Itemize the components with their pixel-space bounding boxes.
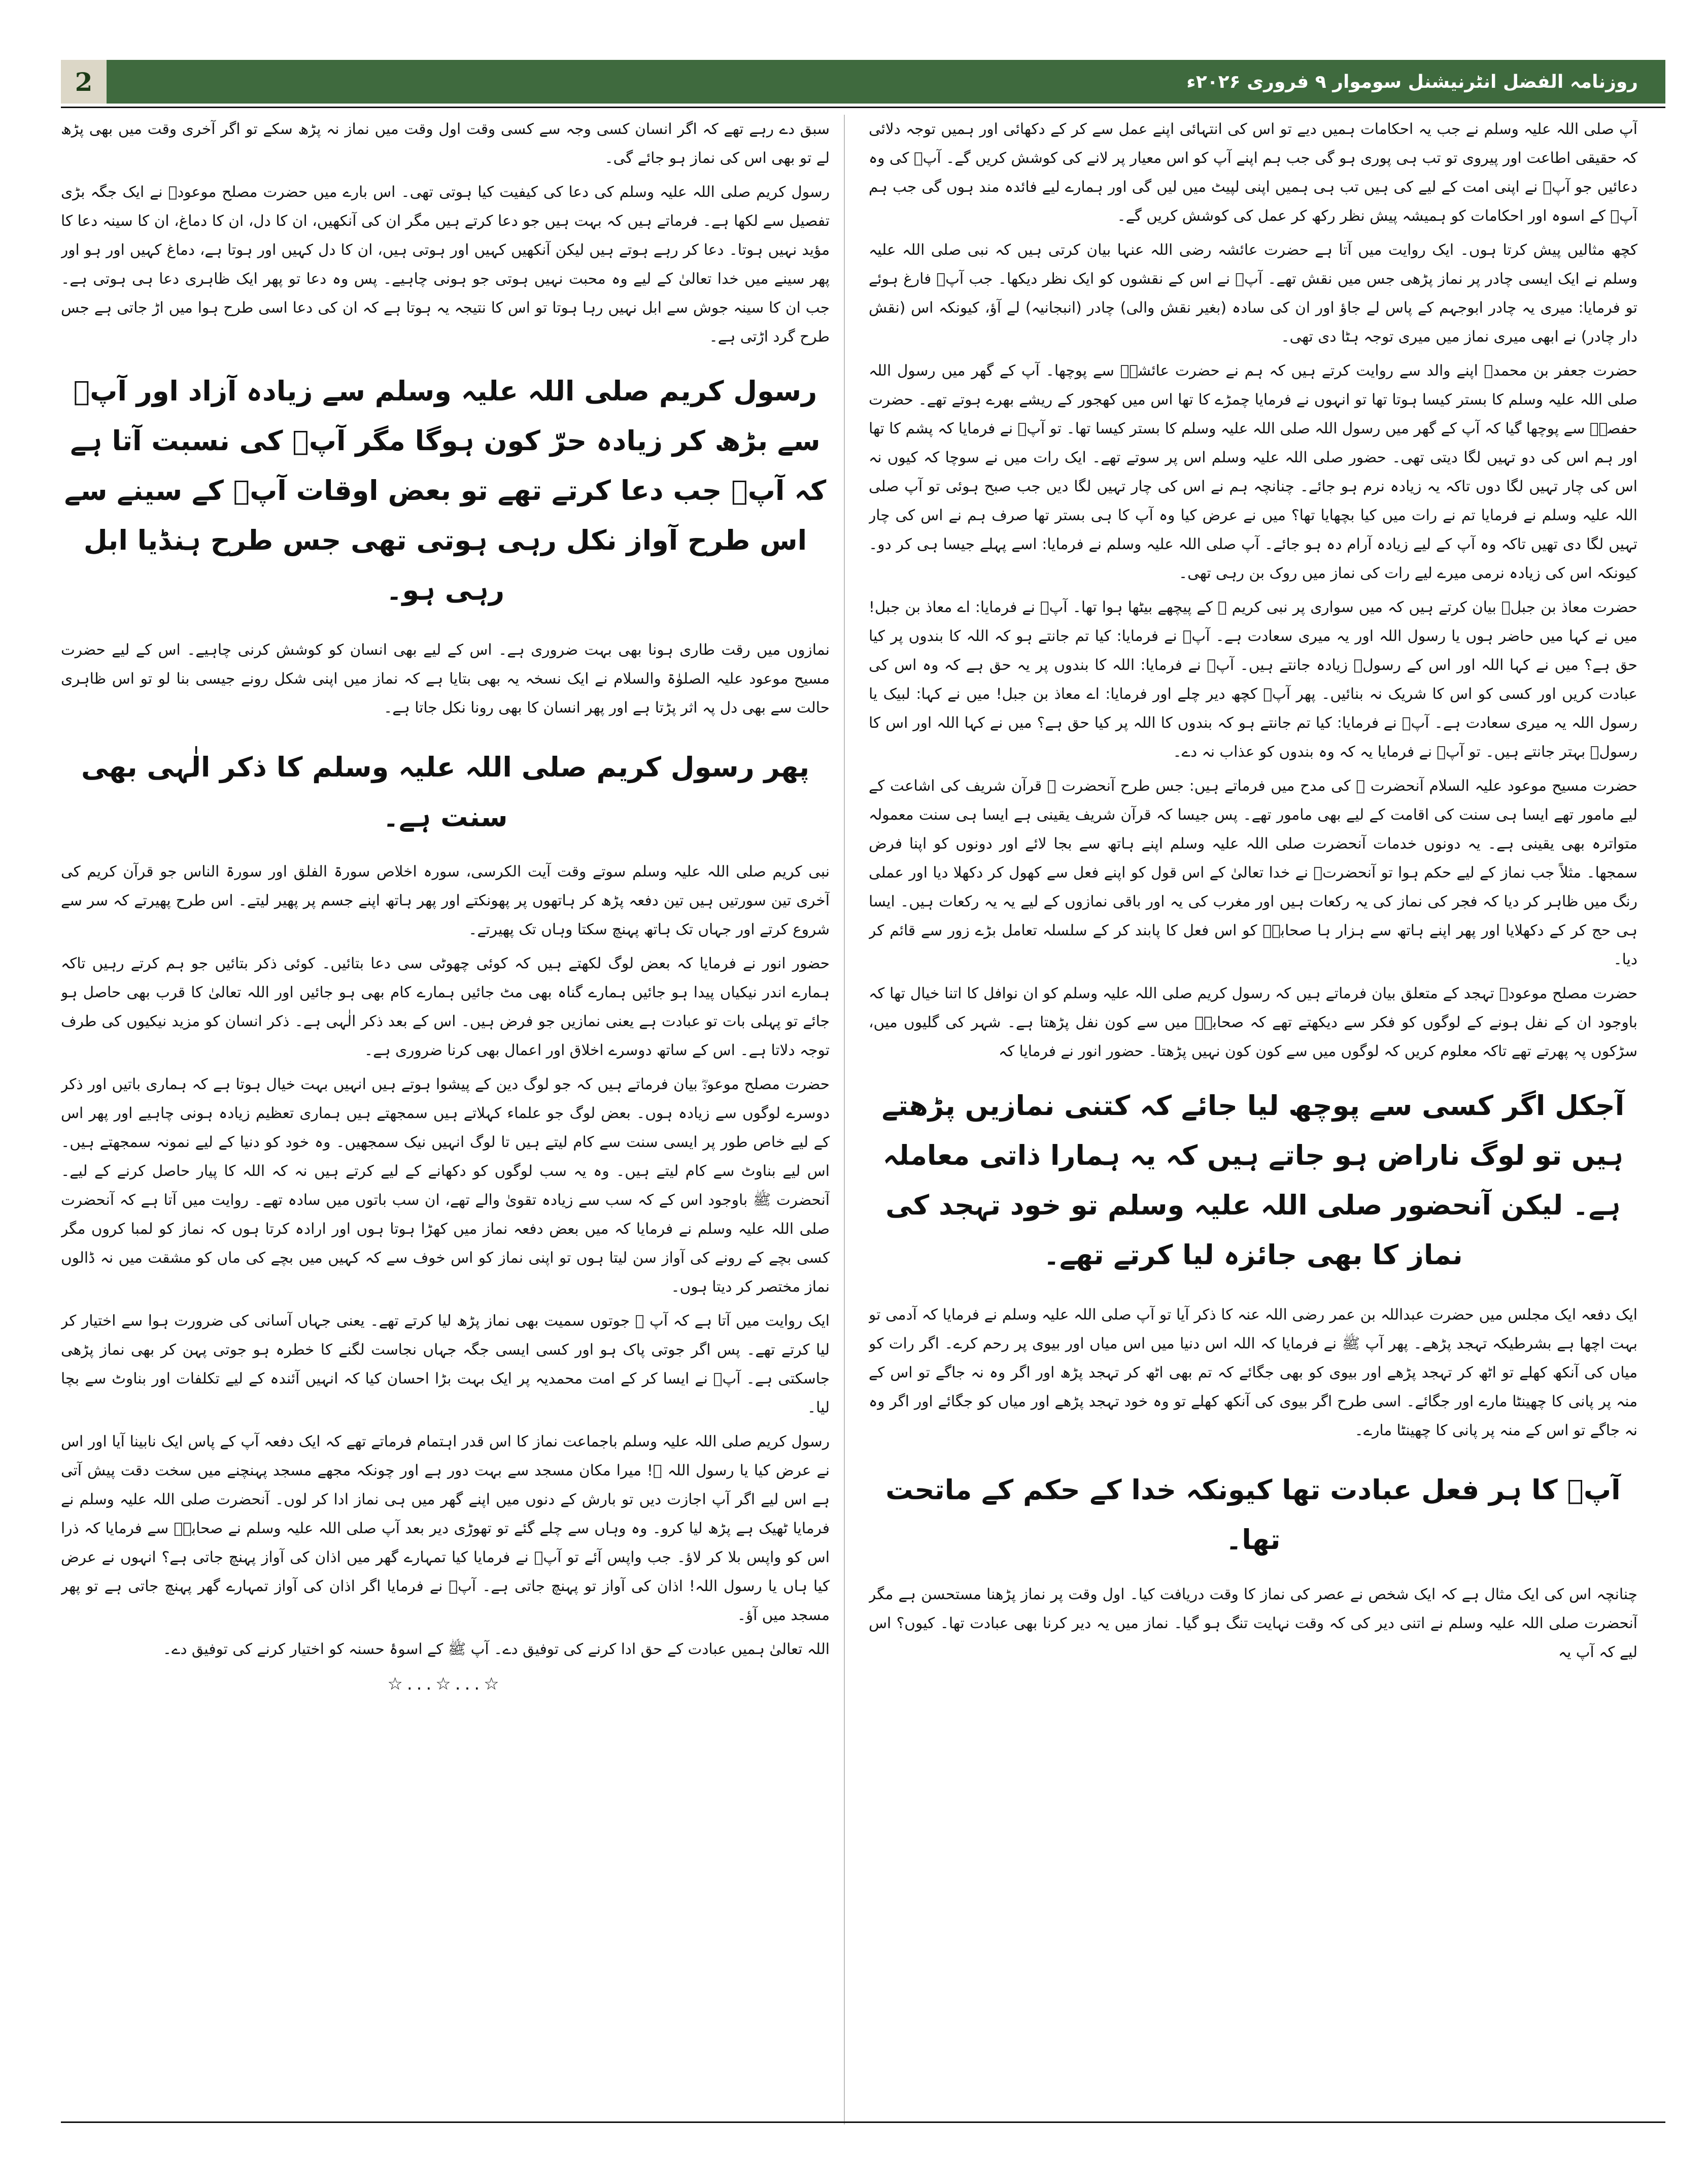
right-column (869, 115, 1637, 2125)
article-paragraph: حضرت مصلح موعودؓ تہجد کے متعلق بیان فرماتے ہیں کہ رسول کریم صلی اللہ علیہ وسلم کو ان نوافل کا اتنا خیال تھا کہ باوجود ان کے نفل ہونے کے لوگوں کو فکر سے دیکھتے تھے کہ صحابہؓ میں سے کون نفل پڑھتا ہے۔ شہر کی گلیوں میں، سڑکوں پہ پھرتے تھے تاکہ معلوم کریں کہ لوگوں میں سے کون کون نہیں پڑھتا۔ حضور انور نے فرمایا کہ (869, 985, 1637, 1060)
column-divider (844, 115, 845, 2125)
end-stars: ☆...☆...☆ (387, 1674, 503, 1694)
section-heading: پھر رسول کریم صلی اللہ علیہ وسلم کا ذکر الٰہی بھی سنت ہے۔ (81, 751, 810, 833)
article-paragraph: حضرت معاذ بن جبلؓ بیان کرتے ہیں کہ میں سواری پر نبی کریم ﷺ کے پیچھے بیٹھا ہوا تھا۔ آپؐ نے فرمایا: اے معاذ بن جبل! میں نے کہا میں حاضر ہوں یا رسول اللہ اور یہ میری سعادت ہے۔ آپؐ نے فرمایا: کیا تم جانتے ہو کہ اللہ کا بندوں پر کیا حق ہے؟ میں نے کہا اللہ اور اس کے رسولؐ زیادہ جانتے ہیں۔ آپؐ نے فرمایا: اللہ کا بندوں پر یہ حق ہے کہ وہ اس کی عبادت کریں اور کسی کو اس کا شریک نہ بنائیں۔ پھر آپؐ کچھ دیر چلے اور فرمایا: اے معاذ بن جبل! میں نے کہا: لبیک یا رسول اللہ یہ میری سعادت ہے۔ آپؐ نے فرمایا: کیا تم جانتے ہو کہ بندوں کا اللہ پر کیا حق ہے؟ میں نے کہا اللہ اور اس کا رسولؐ بہتر جانتے ہیں۔ تو آپؐ نے فرمایا یہ کہ وہ بندوں کو عذاب نہ دے۔ (869, 598, 1637, 760)
masthead: روزنامہ الفضل انٹرنیشنل سوموار ۹ فروری ۲۰۲۶ء (1186, 71, 1638, 92)
article-paragraph: سبق دے رہے تھے کہ اگر انسان کسی وجہ سے کسی وقت اول وقت میں نماز نہ پڑھ سکے تو اگر آخری وقت میں بھی پڑھ لے تو بھی اس کی نماز ہو جائے گی۔ (61, 120, 830, 166)
section-heading: آپؐ کا ہر فعل عبادت تھا کیونکہ خدا کے حکم کے ماتحت تھا۔ (885, 1474, 1621, 1556)
article-paragraph: ایک دفعہ ایک مجلس میں حضرت عبداللہ بن عمر رضی اللہ عنہ کا ذکر آیا تو آپ صلی اللہ علیہ وسلم نے فرمایا کہ آدمی تو بہت اچھا ہے بشرطیکہ تہجد پڑھے۔ پھر آپ ﷺ نے فرمایا کہ اللہ اس دنیا میں اس میاں اور بیوی پر رحم کرے۔ اگر رات کو میاں کی آنکھ کھلے تو اٹھ کر تہجد پڑھے اور بیوی کو بھی جگائے کہ تم بھی اٹھ کر تہجد پڑھ اور اگر وہ نہ جاگے تو اس کے منہ پر پانی کا چھینٹا مارے اور جگائے۔ اسی طرح اگر بیوی کی آنکھ کھلے تو وہ خود تہجد پڑھے اور میاں کو جگائے اور اگر وہ نہ جاگے تو اس کے منہ پر پانی کا چھینٹا مارے۔ (869, 1306, 1637, 1439)
article-paragraph: رسول کریم صلی اللہ علیہ وسلم کی دعا کی کیفیت کیا ہوتی تھی۔ اس بارے میں حضرت مصلح موعودؓ نے ایک جگہ بڑی تفصیل سے لکھا ہے۔ فرماتے ہیں کہ بہت ہیں جو دعا کرتے ہیں مگر ان کی آنکھیں، ان کا دل، ان کا دماغ، ان کا سینہ دعا کا مؤید نہیں ہوتا۔ دعا کر رہے ہوتے ہیں لیکن آنکھیں کہیں اور ہوتی ہیں، ان کا دل کہیں اور ہوتا ہے، دماغ کہیں اور ہو اور پھر سینے میں خدا تعالیٰ کے لیے وہ محبت نہیں ہوتی جو ہونی چاہیے۔ پس وہ دعا تو پھر ایک ظاہری دعا ہی ہوتی ہے۔ جب ان کا سینہ جوش سے ابل نہیں رہا ہوتا تو اس کا نتیجہ یہ ہوتا ہے کہ ان کی دعا اسی طرح ہوا میں اڑ جاتی ہے جس طرح گرد اڑتی ہے۔ (61, 183, 830, 345)
footer-divider (61, 2121, 1665, 2123)
article-paragraph: چنانچہ اس کی ایک مثال ہے کہ ایک شخص نے عصر کی نماز کا وقت دریافت کیا۔ اول وقت پر نماز پڑھنا مستحسن ہے مگر آنحضرت صلی اللہ علیہ وسلم نے اتنی دیر کی کہ وقت نہایت تنگ ہو گیا۔ نماز میں یہ دیر کرنا بھی عبادت تھا۔ کیوں؟ اس لیے کہ آپ یہ (869, 1586, 1637, 1661)
page-header (61, 60, 1665, 104)
article-paragraph: کچھ مثالیں پیش کرتا ہوں۔ ایک روایت میں آتا ہے حضرت عائشہ رضی اللہ عنہا بیان کرتی ہیں کہ نبی صلی اللہ علیہ وسلم نے ایک ایسی چادر پر نماز پڑھی جس میں نقش تھے۔ آپؐ نے اس کے نقشوں کو ایک نظر دیکھا۔ جب آپؐ فارغ ہوئے تو فرمایا: میری یہ چادر ابوجہم کے پاس لے جاؤ اور ان کی سادہ (بغیر نقش والی) چادر (انبجانیہ) لے آؤ، کیونکہ اس (نقش دار چادر) نے ابھی میری نماز میں میری توجہ ہٹا دی تھی۔ (869, 241, 1637, 345)
pull-quote: رسول کریم صلی اللہ علیہ وسلم سے زیادہ آزاد اور آپؐ سے بڑھ کر زیادہ حرّ کون ہوگا مگر آپؐ کی نسبت آتا ہے کہ آپؐ جب دعا کرتے تھے تو بعض اوقات آپؐ کے سینے سے اس طرح آواز نکل رہی ہوتی تھی جس طرح ہنڈیا ابل رہی ہو۔ (64, 375, 827, 606)
article-paragraph: نمازوں میں رقت طاری ہونا بھی بہت ضروری ہے۔ اس کے لیے بھی انسان کو کوشش کرنی چاہیے۔ اس کے لیے حضرت مسیح موعود علیہ الصلوٰۃ والسلام نے ایک نسخہ یہ بھی بتایا ہے کہ نماز میں اپنی شکل رونے جیسی بنا لو تو اس ظاہری حالت سے بھی دل پہ اثر پڑتا ہے اور پھر انسان کا بھی رونا نکل جاتا ہے۔ (61, 641, 830, 716)
article-paragraph: نبی کریم صلی اللہ علیہ وسلم سوتے وقت آیت الکرسی، سورہ اخلاص سورۃ الفلق اور سورۃ الناس جو قرآن کریم کی آخری تین سورتیں ہیں تین دفعہ پڑھ کر ہاتھوں پر پھونکتے اور پھر ہاتھ اپنے جسم پر پھیر لیتے۔ اس طرح پھیرتے کہ سر سے شروع کرتے اور جہاں تک ہاتھ پہنچ سکتا وہاں تک پھیرتے۔ (61, 863, 830, 938)
article-paragraph: آپ صلی اللہ علیہ وسلم نے جب یہ احکامات ہمیں دیے تو اس کی انتہائی اپنے عمل سے کر کے دکھائی اور ہمیں توجہ دلائی کہ حقیقی اطاعت اور پیروی تو تب ہی پوری ہو گی جب ہم اپنے آپ کو اس معیار پر لانے کی کوشش کریں گے۔ آپؐ کی وہ دعائیں جو آپؐ نے اپنی امت کے لیے کی ہیں تب ہی ہمیں اپنی لپیٹ میں لیں گی اور ہمارے لیے فائدہ مند ہوں گی جب ہم آپؐ کے اسوہ اور احکامات کو ہمیشہ پیش نظر رکھ کر عمل کی کوشش کریں گے۔ (869, 120, 1637, 224)
article-paragraph: حضرت مسیح موعود علیہ السلام آنحضرت ﷺ کی مدح میں فرماتے ہیں: جس طرح آنحضرت ﷺ قرآن شریف کی اشاعت کے لیے مامور تھے ایسا ہی سنت کی اقامت کے لیے بھی مامور تھے۔ پس جیسا کہ قرآن شریف یقینی ہے ایسا ہی سنت معمولہ متواترہ بھی یقینی ہے۔ یہ دونوں خدمات آنحضرت صلی اللہ علیہ وسلم اپنے ہاتھ سے بجا لائے اور دونوں کو اپنا فرض سمجھا۔ مثلاً جب نماز کے لیے حکم ہوا تو آنحضرتؐ نے خدا تعالیٰ کے اس قول کو اپنے فعل سے کھول کر دکھلا دیا اور عملی رنگ میں ظاہر کر دیا کہ فجر کی نماز کی یہ رکعات ہیں اور مغرب کی یہ اور باقی نمازوں کے لیے یہ یہ رکعات ہیں۔ ایسا ہی حج کر کے دکھلایا اور پھر اپنے ہاتھ سے ہزار ہا صحابہؓ کو اس فعل کا پابند کر کے سلسلہ تعامل بڑے زور سے قائم کر دیا۔ (869, 777, 1637, 968)
article-paragraph: حضرت مصلح موعودؓ بیان فرماتے ہیں کہ جو لوگ دین کے پیشوا ہوتے ہیں انہیں بہت خیال ہوتا ہے کہ ہماری باتیں اور ذکر دوسرے لوگوں سے زیادہ ہوں۔ بعض لوگ جو علماء کہلاتے ہیں سمجھتے ہیں ہماری تعظیم زیادہ ہونی چاہیے اور پھر اس کے لیے خاص طور پر ایسی سنت سے کام لیتے ہیں تا لوگ انہیں نیک سمجھیں۔ وہ خود کو دنیا کے لیے نمونہ سمجھتے ہیں۔ اس لیے بناوٹ سے کام لیتے ہیں۔ وہ یہ سب لوگوں کو دکھانے کے لیے کرتے ہیں نہ کہ اللہ کا پیار حاصل کرنے کے لیے۔ آنحضرت ﷺ باوجود اس کے کہ سب سے زیادہ تقویٰ والے تھے، ان سب باتوں میں سادہ تھے۔ روایت میں آتا ہے کہ آنحضرت صلی اللہ علیہ وسلم نے فرمایا کہ میں بعض دفعہ نماز میں کھڑا ہوتا ہوں اور ارادہ کرتا ہوں کہ نماز کو لمبا کروں مگر کسی بچے کے رونے کی آواز سن لیتا ہوں تو اپنی نماز کو اس خوف سے کہ کہیں میں بچے کی ماں کو مشقت میں نہ ڈالوں نماز مختصر کر دیتا ہوں۔ (61, 1075, 830, 1295)
article-paragraph: حضور انور نے فرمایا کہ بعض لوگ لکھتے ہیں کہ کوئی چھوٹی سی دعا بتائیں۔ کوئی ذکر بتائیں جو ہم کرتے رہیں تاکہ ہمارے اندر نیکیاں پیدا ہو جائیں ہمارے گناہ بھی مٹ جائیں ہمارے کام بھی ہو جائیں اور اللہ تعالیٰ کا قرب بھی حاصل ہو جائے تو پہلی بات تو عبادت ہے یعنی نمازیں جو فرض ہیں۔ اس کے بعد ذکر الٰہی ہے۔ ذکر انسان کو مزید نیکیوں کی طرف توجہ دلاتا ہے۔ اس کے ساتھ دوسرے اخلاق اور اعمال بھی کرنا ضروری ہے۔ (61, 955, 830, 1059)
article-paragraph: حضرت جعفر بن محمدؒ اپنے والد سے روایت کرتے ہیں کہ ہم نے حضرت عائشہؓ سے پوچھا۔ آپ کے گھر میں رسول اللہ صلی اللہ علیہ وسلم کا بستر کیسا ہوتا تھا تو انہوں نے فرمایا چمڑے کا تھا اس میں کھجور کے ریشے بھرے ہوتے تھے۔ حضرت حفصہؓ سے پوچھا گیا کہ آپ کے گھر میں رسول اللہ صلی اللہ علیہ وسلم کا بستر کیسا تھا۔ تو آپؓ نے فرمایا کہ پشم کا تھا اور ہم اس کی دو تہیں لگا دیتی تھی۔ حضور صلی اللہ علیہ وسلم اس پر سوتے تھے۔ ایک رات میں نے سوچا کہ کیوں نہ اس کی چار تہیں لگا دوں تاکہ یہ زیادہ نرم ہو جائے۔ چنانچہ ہم نے اس کی چار تہیں لگا دیں جب صبح ہوئی تو آپ صلی اللہ علیہ وسلم نے فرمایا تم نے رات میں کیا بچھایا تھا؟ میں نے عرض کیا وہ آپ کا ہی بستر تھا صرف ہم نے اس کی چار تہیں لگا دی تھیں تاکہ وہ آپ کے لیے زیادہ آرام دہ ہو جائے۔ آپ صلی اللہ علیہ وسلم نے فرمایا: اسے پہلے جیسا ہی کر دو۔ کیونکہ اس کی زیادہ نرمی میرے لیے رات کی نماز میں روک بن رہی تھی۔ (869, 362, 1637, 582)
page-number: 2 (61, 60, 107, 104)
article-paragraph: ایک روایت میں آتا ہے کہ آپ ﷺ جوتوں سمیت بھی نماز پڑھ لیا کرتے تھے۔ یعنی جہاں آسانی کی ضرورت ہوا سے اختیار کر لیا کرتے تھے۔ پس اگر جوتی پاک ہو اور کسی ایسی جگہ جہاں نجاست لگنے کا خطرہ ہو جوتی پہن کر بھی نماز پڑھی جاسکتی ہے۔ آپؐ نے ایسا کر کے امت محمدیہ پر ایک بہت بڑا احسان کیا کہ انہیں آئندہ کے لیے تکلفات اور بناوٹ سے بچا لیا۔ (61, 1312, 830, 1416)
header-divider (61, 107, 1665, 108)
pull-quote: آجکل اگر کسی سے پوچھ لیا جائے کہ کتنی نمازیں پڑھتے ہیں تو لوگ ناراض ہو جاتے ہیں کہ یہ ہمارا ذاتی معاملہ ہے۔ لیکن آنحضور صلی اللہ علیہ وسلم تو خود تہجد کی نماز کا بھی جائزہ لیا کرتے تھے۔ (881, 1090, 1625, 1271)
left-column (61, 115, 830, 2125)
article-paragraph: اللہ تعالیٰ ہمیں عبادت کے حق ادا کرنے کی توفیق دے۔ آپ ﷺ کے اسوۂ حسنہ کو اختیار کرنے کی توفیق دے۔ (162, 1640, 830, 1658)
article-paragraph: رسول کریم صلی اللہ علیہ وسلم باجماعت نماز کا اس قدر اہتمام فرماتے تھے کہ ایک دفعہ آپ کے پاس ایک نابینا آیا اور اس نے عرض کیا یا رسول اللہ ﷺ! میرا مکان مسجد سے بہت دور ہے اور چونکہ مجھے مسجد پہنچنے میں سخت دقت پیش آتی ہے اس لیے اگر آپ اجازت دیں تو بارش کے دنوں میں اپنے گھر میں ہی نماز ادا کر لوں۔ آنحضرت صلی اللہ علیہ وسلم نے فرمایا ٹھیک ہے پڑھ لیا کرو۔ وہ وہاں سے چلے گئے تو تھوڑی دیر بعد آپ صلی اللہ علیہ وسلم نے صحابہؓ سے فرمایا کہ ذرا اس کو واپس بلا کر لاؤ۔ جب واپس آئے تو آپؐ نے فرمایا کیا تمہارے گھر میں اذان کی آواز پہنچ جاتی ہے؟ انہوں نے عرض کیا ہاں یا رسول اللہ! اذان کی آواز تو پہنچ جاتی ہے۔ آپؐ نے فرمایا اگر اذان کی آواز تمہارے گھر پہنچ جاتی ہے تو پھر مسجد میں آؤ۔ (61, 1433, 830, 1624)
